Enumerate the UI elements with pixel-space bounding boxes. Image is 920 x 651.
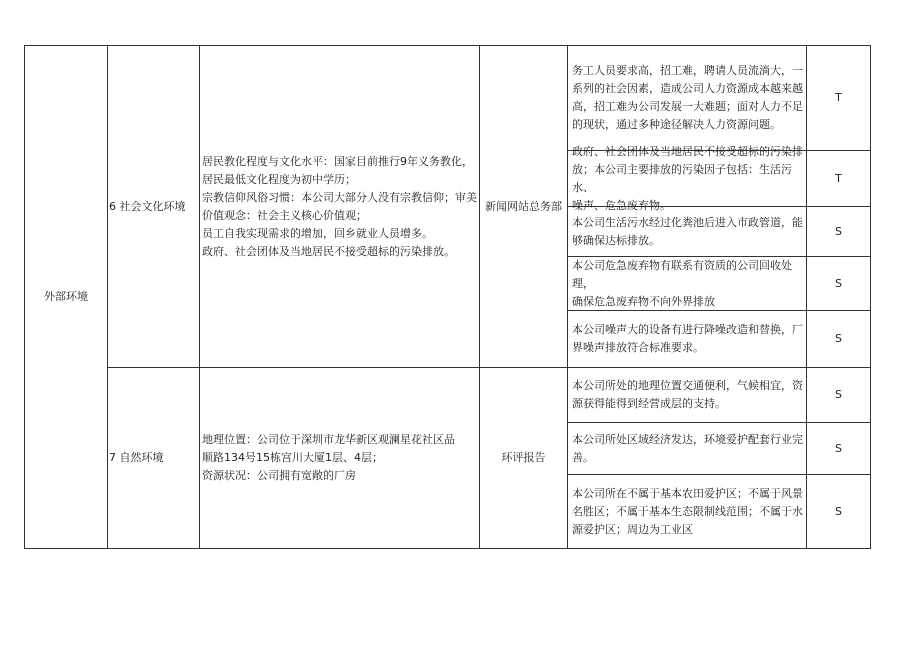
impact-text: 务工人员要求高，招工难，聘请人员流淌大，一 系列的社会因素，造成公司人力资源成本越来越 高，招工难为公司发展一大难题；面对人力不足 的现状，通过多种途径解决人力资源问题。 [572, 64, 803, 131]
impact-text: 本公司所在不属于基本农田爱护区；不属于风景 名胜区；不属于基本生态限制线范围；不属于水 源爱护区；周边为工业区 [572, 486, 803, 536]
table-border-bottom [24, 548, 871, 549]
description-text: 地理位置：公司位于深圳市龙华新区观澜星花社区品 顺路134号15栋宫川大厦1层、4层； 资源状况：公司拥有宽敞的厂房 [202, 433, 455, 482]
grade-cell [807, 423, 870, 474]
grade-cell [807, 475, 870, 548]
impact-text: 本公司生活污水经过化粪池后进入市政管道，能 够确保达标排放。 [572, 215, 803, 247]
factor-label: 6 社会文化环境 [109, 199, 186, 213]
department-label: 新闻网站总务部 [485, 199, 562, 213]
department-label: 环评报告 [501, 451, 546, 464]
grade-cell [807, 257, 870, 310]
column-divider [107, 45, 108, 549]
impact-text: 本公司危急废弃物有联系有资质的公司回收处理， 确保危急废弃物不向外界排放 [572, 258, 792, 308]
category-cell [25, 46, 107, 548]
grade-cell [807, 311, 870, 367]
impact-cell [572, 257, 804, 310]
grade-label: S [835, 388, 842, 401]
impact-cell [572, 311, 804, 367]
factor-cell [109, 46, 198, 367]
impact-text: 本公司所处的地理位置交通便利，气候相宜，资 源获得能得到经营成层的支持。 [572, 379, 803, 410]
impact-text: 政府、社会团体及当地居民不接受超标的污染排 放；本公司主要排放的污染因子包括：生活污水、 噪声、危急废弃物。 [572, 144, 803, 212]
impact-cell [572, 207, 804, 256]
grade-label: T [835, 91, 842, 104]
grade-cell [807, 368, 870, 422]
description-cell [202, 46, 478, 367]
grade-label: T [835, 171, 842, 185]
grade-label: S [835, 504, 842, 518]
grade-label: S [835, 332, 842, 345]
impact-text: 本公司所处区域经济发达，环境爱护配套行业完 善。 [572, 432, 803, 464]
factor-label: 7 自然环境 [109, 451, 164, 464]
factor-cell [109, 368, 198, 548]
column-divider [567, 45, 568, 549]
grade-cell [807, 151, 870, 206]
category-label: 外部环境 [44, 290, 88, 303]
table-border-right [870, 45, 871, 549]
impact-cell [572, 423, 804, 474]
description-cell [202, 368, 478, 548]
grade-label: S [835, 224, 842, 238]
impact-text: 本公司噪声大的设备有进行降噪改造和替换，厂 界噪声排放符合标准要求。 [572, 323, 803, 354]
description-text: 居民教化程度与文化水平：国家目前推行9年义务教化， 居民最低文化程度为初中学历； 宗教信仰风俗习惯：本公司大部分人没有宗教信仰；审美 价值观念：社会主义核心价值观； 员工自我实现需求的增加，回乡就业人员增多。 政府、社会团体及当地居民不接受超标的污染排放。 [202, 154, 477, 258]
column-divider [199, 45, 200, 549]
impact-cell [572, 475, 804, 548]
department-cell [480, 368, 567, 548]
impact-cell [572, 368, 804, 422]
grade-cell [807, 207, 870, 256]
impact-cell [572, 46, 804, 150]
impact-cell [572, 144, 804, 212]
grade-cell [807, 46, 870, 150]
grade-label: S [835, 276, 842, 290]
department-cell [480, 46, 567, 367]
grade-label: S [835, 441, 842, 455]
